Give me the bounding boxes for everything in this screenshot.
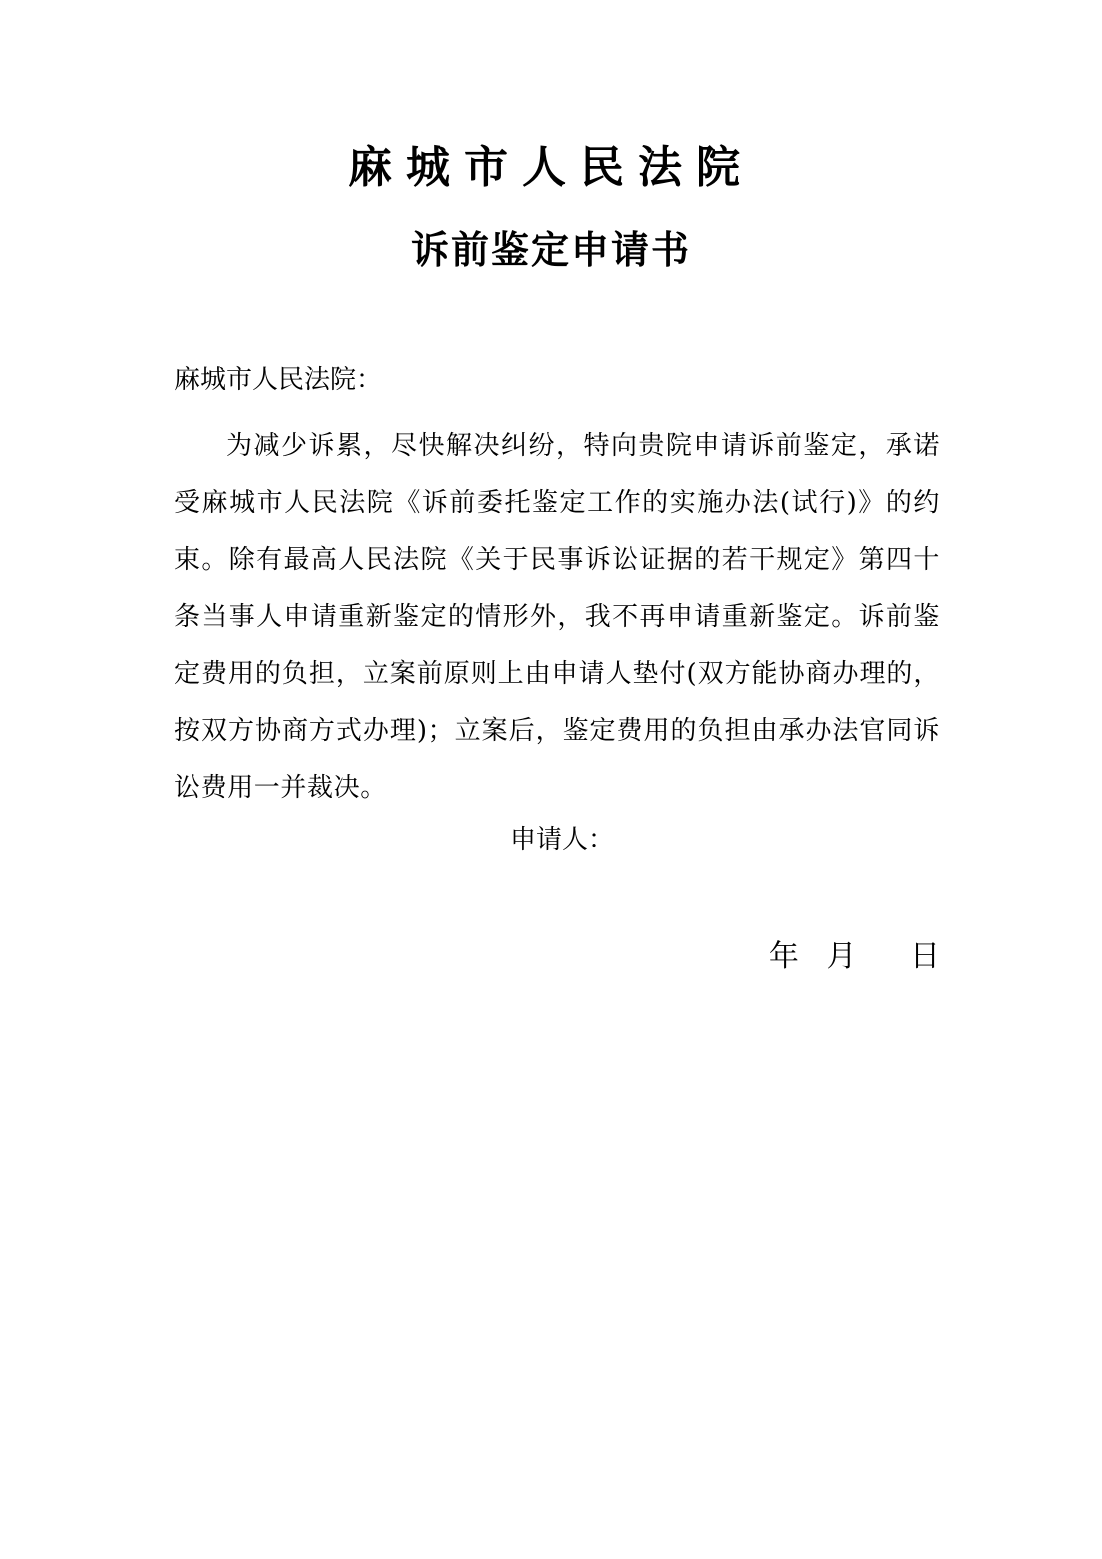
document-title: 诉前鉴定申请书 (410, 227, 691, 272)
addressee-line: 麻城市人民法院： (174, 365, 383, 395)
date-day-label: 日 (910, 939, 940, 974)
date-line (769, 935, 940, 979)
date-year-label: 年 (768, 939, 799, 974)
court-name-heading: 麻城市人民法院 (348, 142, 754, 193)
application-body-paragraph: 为减少诉累，尽快解决纠纷，特向贵院申请诉前鉴定，承诺受麻城市人民法院《诉前委托鉴定工作的实施办法(试行)》的约束。除有最高人民法院《关于民事诉讼证据的若干规定》第四十条当事人申请重新鉴定的情形外，我不再申请重新鉴定。诉前鉴定费用的负担，立案前原则上由申请人垫付(双方能协商办理的，按双方协商方式办理)；立案后，鉴定费用的负担由承办法官同诉讼费用一并裁决。 (174, 431, 940, 803)
applicant-signature-label: 申请人： (510, 825, 615, 855)
date-month-label: 月 (826, 939, 857, 974)
